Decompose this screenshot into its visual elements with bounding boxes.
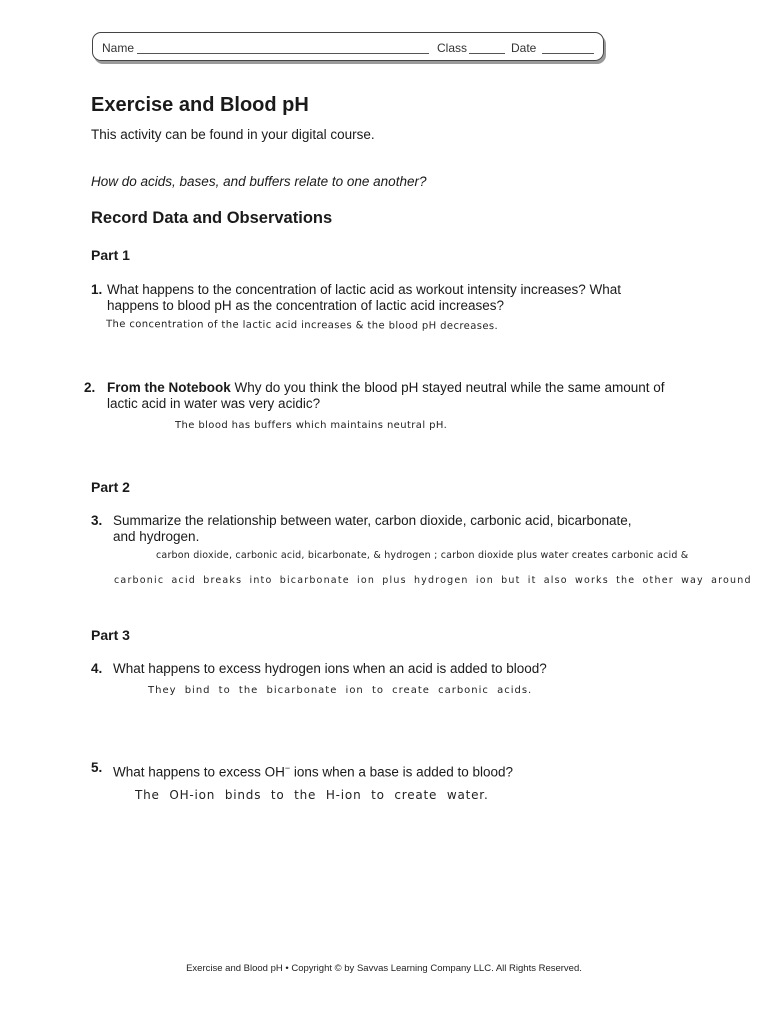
part-2-heading: Part 2	[91, 479, 130, 495]
part-1-heading: Part 1	[91, 247, 130, 263]
page-footer: Exercise and Blood pH • Copyright © by Savvas Learning Company LLC. All Rights Reserved.	[186, 963, 582, 974]
answer-3-line-2[interactable]: carbonic acid breaks into bicarbonate ion plus hydrogen ion but it also works the other way around	[114, 575, 752, 586]
date-label: Date	[511, 41, 537, 55]
answer-3-line-1[interactable]: carbon dioxide, carbonic acid, bicarbonate, & hydrogen ; carbon dioxide plus water creates carbonic acid &	[156, 550, 689, 561]
question-2-text-line-1: From the Notebook Why do you think the blood pH stayed neutral while the same amount of	[107, 380, 665, 395]
question-3-number: 3.	[91, 513, 103, 528]
essential-question: How do acids, bases, and buffers relate to one another?	[91, 174, 427, 189]
intro-text: This activity can be found in your digital course.	[91, 127, 375, 142]
name-field[interactable]	[137, 53, 429, 54]
student-info-box	[92, 32, 604, 61]
question-3-text-line-1: Summarize the relationship between water, carbon dioxide, carbonic acid, bicarbonate,	[113, 513, 632, 528]
class-field[interactable]	[469, 53, 505, 54]
section-heading: Record Data and Observations	[91, 209, 333, 227]
class-label: Class	[437, 41, 468, 55]
answer-1[interactable]: The concentration of the lactic acid increases & the blood pH decreases.	[105, 318, 499, 333]
question-1-text-line-1: What happens to the concentration of lactic acid as workout intensity increases? What	[107, 282, 622, 297]
answer-4[interactable]: They bind to the bicarbonate ion to create carbonic acids.	[148, 685, 533, 696]
question-2-text-line-2: lactic acid in water was very acidic?	[107, 396, 321, 411]
question-1-text-line-2: happens to blood pH as the concentration of lactic acid increases?	[107, 298, 504, 313]
date-field[interactable]	[542, 53, 594, 54]
question-4-text: What happens to excess hydrogen ions when an acid is added to blood?	[113, 661, 547, 676]
answer-5[interactable]: The OH-ion binds to the H-ion to create water.	[135, 788, 489, 802]
question-5-number: 5.	[91, 760, 103, 775]
question-2-number: 2.	[84, 380, 96, 395]
notebook-lead: From the Notebook	[107, 380, 231, 395]
question-4-number: 4.	[91, 661, 103, 676]
part-3-heading: Part 3	[91, 627, 130, 643]
question-3-text-line-2: and hydrogen.	[113, 529, 200, 544]
name-label: Name	[102, 41, 135, 55]
answer-2[interactable]: The blood has buffers which maintains neutral pH.	[175, 420, 448, 431]
question-5-text: What happens to excess OH− ions when a base is added to blood?	[113, 763, 514, 780]
question-1-number: 1.	[91, 282, 103, 297]
page-title: Exercise and Blood pH	[91, 94, 309, 116]
